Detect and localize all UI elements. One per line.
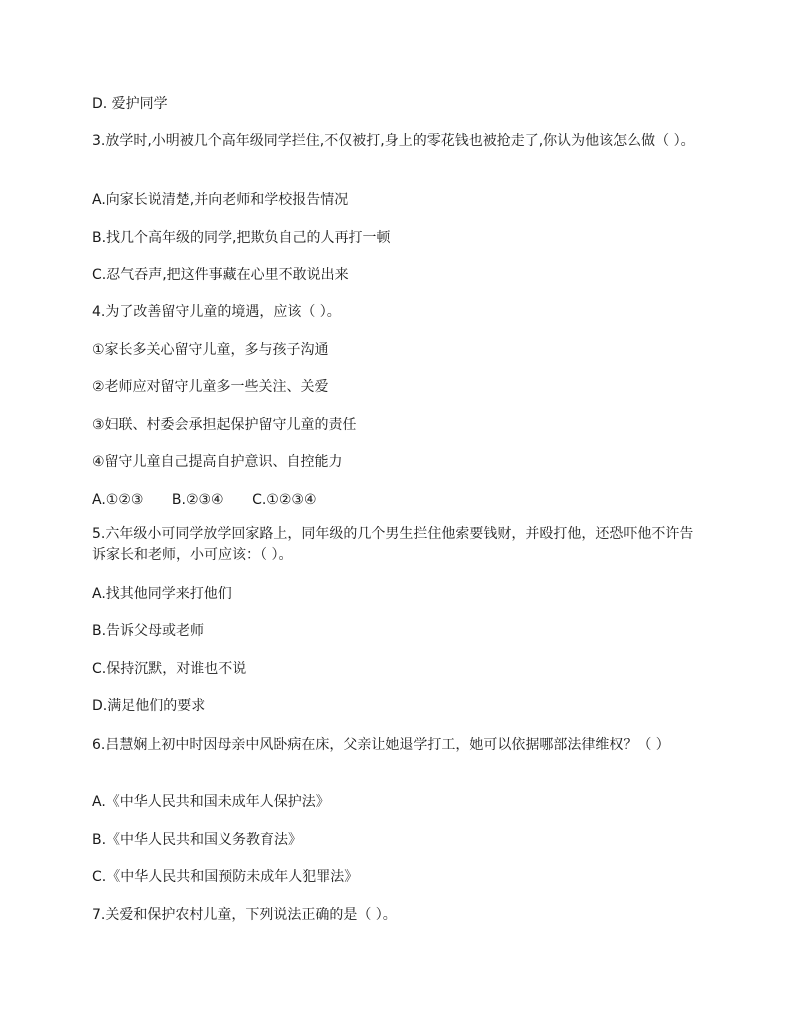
option-d-line: D. 爱护同学 bbox=[92, 96, 168, 112]
question-3-option-b: B.找几个高年级的同学,把欺负自己的人再打一顿 bbox=[92, 230, 391, 246]
question-6: 6.吕慧娴上初中时因母亲中风卧病在床，父亲让她退学打工，她可以依据哪部法律维权？（ ） bbox=[92, 737, 670, 753]
question-4-options bbox=[92, 490, 341, 510]
question-6-option-b: B.《中华人民共和国义务教育法》 bbox=[92, 832, 303, 848]
question-3-option-c: C.忍气吞声,把这件事藏在心里不敢说出来 bbox=[92, 267, 349, 283]
question-5-option-d: D.满足他们的要求 bbox=[92, 698, 206, 714]
question-5: 5.六年级小可同学放学回家路上，同年级的几个男生拦住他索要钱财，并殴打他，还恐吓他不许告诉家长和老师，小可应该：（ ）。 bbox=[92, 526, 694, 563]
question-6-option-a: A.《中华人民共和国未成年人保护法》 bbox=[92, 794, 330, 810]
question-4-statement-2: ②老师应对留守儿童多一些关注、关爱 bbox=[92, 379, 329, 395]
question-4: 4.为了改善留守儿童的境遇，应该（ ）。 bbox=[92, 304, 341, 320]
question-5-option-a: A.找其他同学来打他们 bbox=[92, 586, 232, 602]
question-4-option-a: A.①②③ bbox=[92, 492, 144, 508]
question-5-option-c: C.保持沉默，对谁也不说 bbox=[92, 661, 247, 677]
question-4-option-c: C.①②③④ bbox=[252, 492, 317, 508]
question-4-option-b: B.②③④ bbox=[171, 492, 224, 508]
question-4-statement-4: ④留守儿童自己提高自护意识、自控能力 bbox=[92, 454, 343, 470]
question-3: 3.放学时,小明被几个高年级同学拦住,不仅被打,身上的零花钱也被抢走了,你认为他该怎么做（ ）。 bbox=[92, 133, 695, 149]
question-4-statement-1: ①家长多关心留守儿童，多与孩子沟通 bbox=[92, 342, 329, 358]
question-7: 7.关爱和保护农村儿童，下列说法正确的是（ ）。 bbox=[92, 907, 397, 923]
question-5-option-b: B.告诉父母或老师 bbox=[92, 623, 205, 639]
question-4-statement-3: ③妇联、村委会承担起保护留守儿童的责任 bbox=[92, 417, 357, 433]
question-3-option-a: A.向家长说清楚,并向老师和学校报告情况 bbox=[92, 192, 349, 208]
question-6-option-c: C.《中华人民共和国预防未成年人犯罪法》 bbox=[92, 869, 359, 885]
